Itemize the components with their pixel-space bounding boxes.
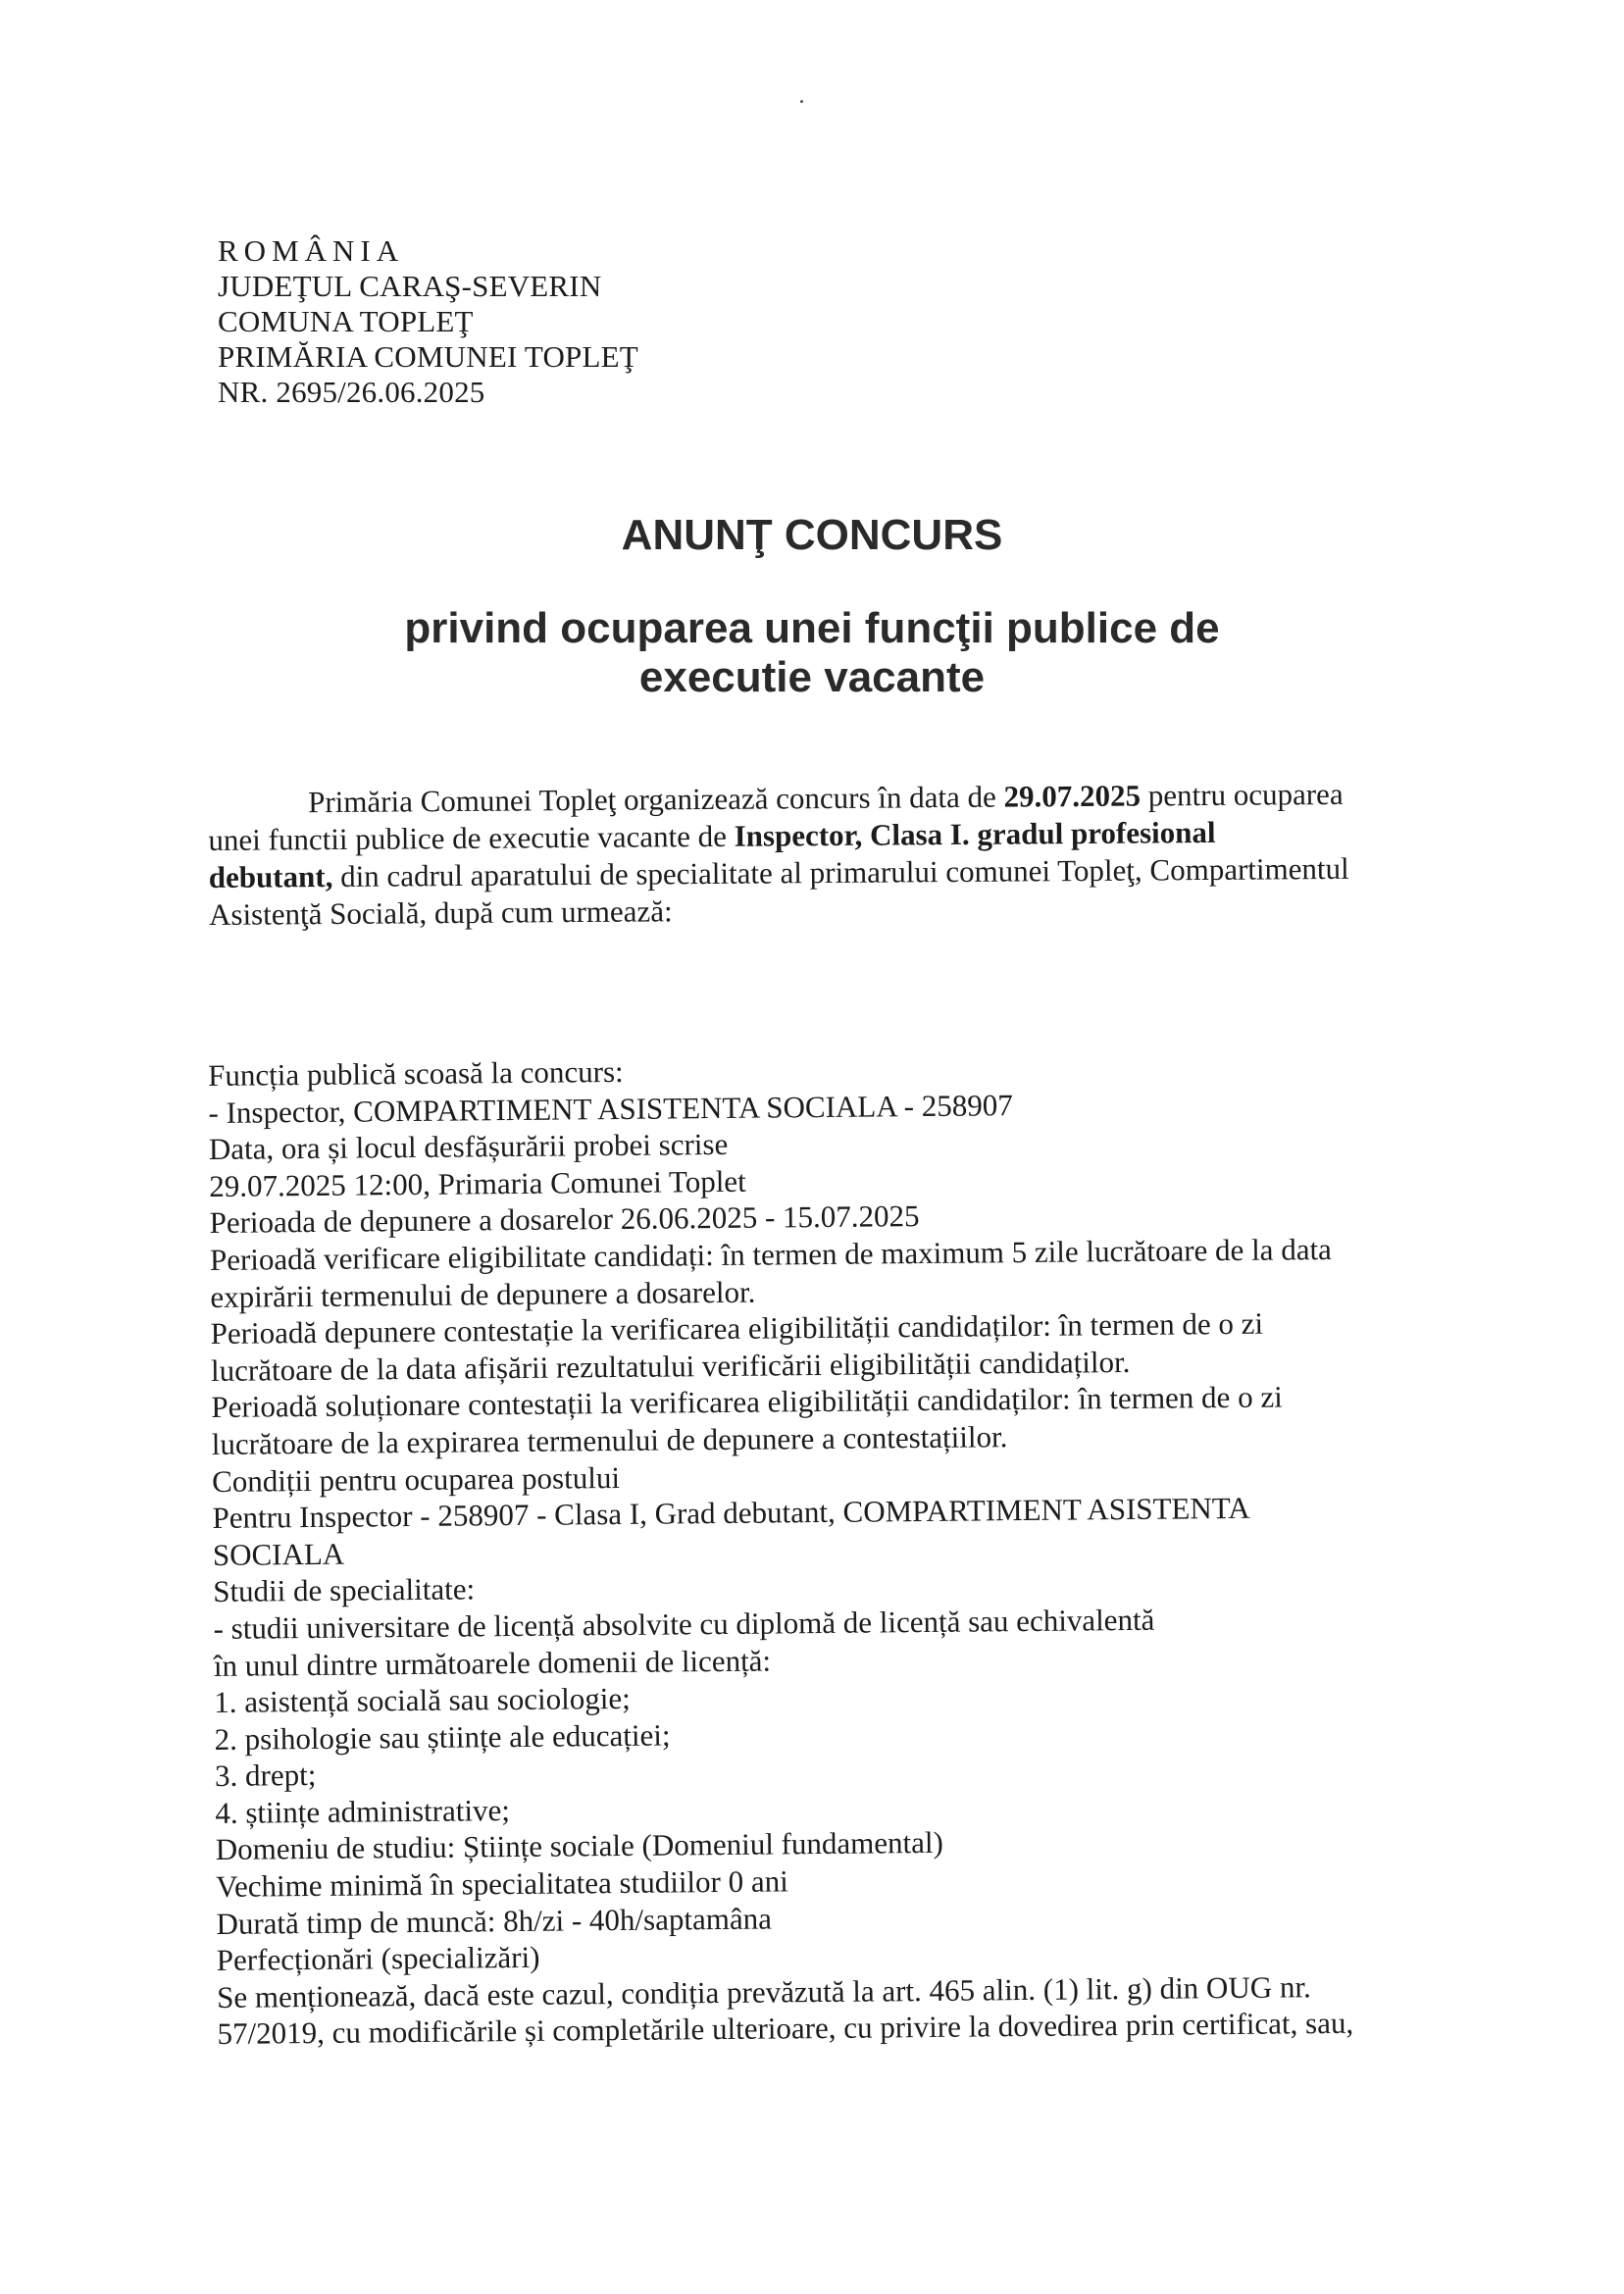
subtitle-line-2: executie vacante	[638, 653, 986, 701]
detail-line: - Inspector, COMPARTIMENT ASISTENTA SOCIALA - 258907	[208, 1087, 1013, 1130]
subtitle-line-1: privind ocuparea unei funcţii publice de	[404, 604, 1220, 652]
position-grade: debutant,	[208, 859, 333, 894]
detail-line: 2. psihologie sau științe ale educației;	[214, 1717, 671, 1757]
detail-line: Studii de specialitate:	[213, 1571, 476, 1609]
contest-details	[208, 1045, 1444, 2053]
detail-line: Se menționează, dacă este cazul, condiția prevăzută la art. 465 alin. (1) lit. g) din OUG nr.	[217, 1969, 1311, 2014]
detail-line: Durată timp de muncă: 8h/zi - 40h/saptamâna	[216, 1901, 773, 1941]
detail-line: 4. științe administrative;	[215, 1792, 511, 1830]
detail-line: 1. asistență socială sau sociologie;	[214, 1680, 631, 1720]
header-town-hall: PRIMĂRIA COMUNEI TOPLEŢ	[218, 339, 638, 374]
intro-paragraph	[208, 775, 1435, 934]
position-title: Inspector, Clasa I. gradul profesional	[734, 814, 1216, 853]
header-commune: COMUNA TOPLEŢ	[218, 304, 474, 338]
detail-line: Perioadă depunere contestație la verificarea eligibilității candidaților: în termen de o zi	[210, 1305, 1264, 1351]
detail-line: 29.07.2025 12:00, Primaria Comunei Toplet	[209, 1163, 746, 1203]
detail-line: Data, ora și locul desfășurării probei scrise	[208, 1127, 729, 1167]
contest-date: 29.07.2025	[1003, 778, 1142, 814]
detail-line: Condiții pentru ocuparea postului	[211, 1459, 621, 1499]
detail-line: Vechime minimă în specialitatea studiilor 0 ani	[215, 1863, 788, 1905]
header-country: ROMÂNIA	[218, 233, 405, 268]
document-subtitle	[0, 604, 1624, 702]
header-registration-number: NR. 2695/26.06.2025	[218, 375, 485, 409]
detail-line: 3. drept;	[214, 1758, 317, 1794]
issuer-header	[218, 233, 638, 410]
detail-line: lucrătoare de la data afișării rezultatului verificării eligibilității candidaților.	[210, 1344, 1131, 1388]
intro-text: Primăria Comunei Topleţ organizează concurs în data de	[308, 779, 1004, 820]
detail-line: Perfecționări (specializări)	[216, 1940, 540, 1978]
detail-line: Perioadă soluționare contestații la verificarea eligibilității candidaților: în termen de o zi	[211, 1379, 1283, 1425]
document-title: ANUNŢ CONCURS	[621, 511, 1003, 559]
detail-line: Perioada de depunere a dosarelor 26.06.2025 - 15.07.2025	[209, 1198, 920, 1241]
detail-line: Pentru Inspector - 258907 - Clasa I, Grad debutant, COMPARTIMENT ASISTENTA	[212, 1490, 1250, 1536]
intro-text: pentru ocuparea	[1140, 776, 1344, 813]
detail-line: Funcția publică scoasă la concurs:	[208, 1053, 624, 1093]
intro-line-4: Asistenţă Socială, după cum urmează:	[208, 893, 673, 932]
scan-speck	[800, 100, 803, 103]
intro-text: din cadrul aparatului de specialitate al primarului comunei Topleţ, Compartimentul	[332, 850, 1349, 894]
detail-line: Domeniu de studiu: Științe sociale (Domeniul fundamental)	[215, 1825, 944, 1867]
detail-line: 57/2019, cu modificările și completările ulterioare, cu privire la dovedirea prin certificat, sau,	[217, 2006, 1354, 2052]
detail-line: expirării termenului de depunere a dosarelor.	[210, 1274, 756, 1314]
detail-line: lucrătoare de la expirarea termenului de depunere a contestațiilor.	[211, 1419, 1008, 1461]
header-county: JUDEŢUL CARAŞ-SEVERIN	[218, 269, 602, 303]
intro-text: unei functii publice de executie vacante de	[208, 818, 735, 857]
detail-line: SOCIALA	[212, 1536, 345, 1572]
detail-line: - studii universitare de licență absolvite cu diplomă de licență sau echivalentă	[213, 1602, 1155, 1646]
detail-line: în unul dintre următoarele domenii de licență:	[213, 1643, 772, 1683]
detail-line: Perioadă verificare eligibilitate candidați: în termen de maximum 5 zile lucrătoare de la data	[209, 1231, 1333, 1277]
